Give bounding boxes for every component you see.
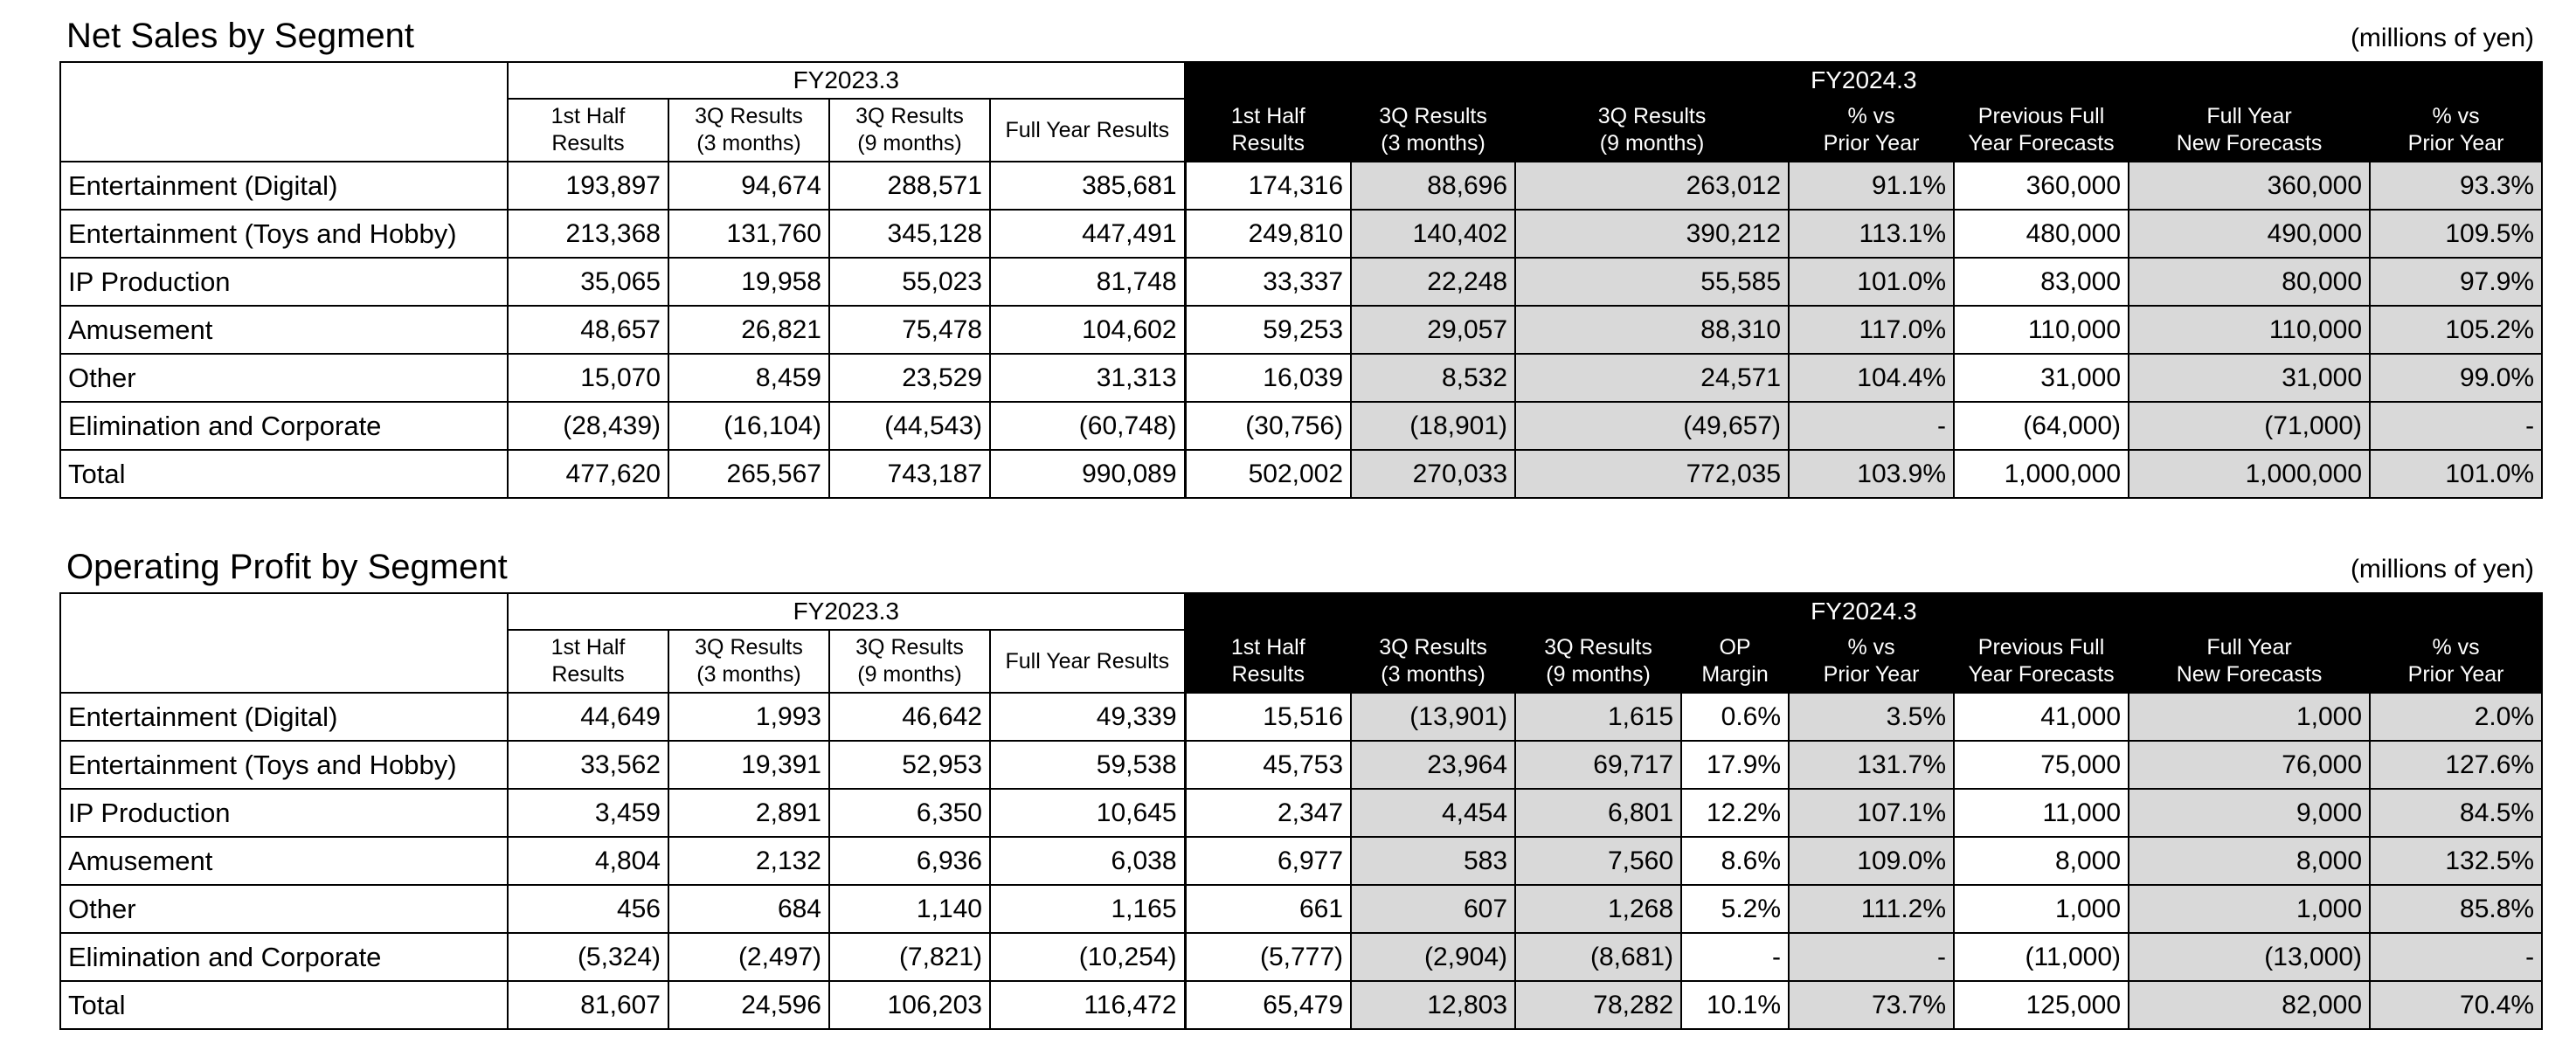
fy2024-value-cell: - [1789, 933, 1954, 981]
fy2024-value-cell: (64,000) [1954, 402, 2129, 450]
fy2024-value-cell: 1,000 [2129, 693, 2370, 741]
fy2024-value-cell: 29,057 [1351, 306, 1515, 354]
fy2024-value-cell: 88,696 [1351, 162, 1515, 210]
fy2023-value-cell: 193,897 [508, 162, 668, 210]
fy2024-value-cell: 65,479 [1185, 981, 1351, 1029]
fy2024-value-cell: 125,000 [1954, 981, 2129, 1029]
fy2023-value-cell: 10,645 [990, 789, 1185, 837]
fy2023-value-cell: 75,478 [829, 306, 990, 354]
fy2024-value-cell: 502,002 [1185, 450, 1351, 498]
fy2023-value-cell: 684 [668, 885, 829, 933]
fy2024-value-cell: 270,033 [1351, 450, 1515, 498]
fy2023-value-cell: (2,497) [668, 933, 829, 981]
net-sales-table [59, 61, 2543, 499]
row-label: Total [60, 981, 508, 1029]
operating-profit-unit: (millions of yen) [2350, 555, 2534, 584]
operating-profit-section [59, 543, 2541, 1030]
fy2023-header: FY2023.3 [508, 62, 1185, 99]
fy2024-value-cell: 111.2% [1789, 885, 1954, 933]
fy2024-value-cell: 22,248 [1351, 258, 1515, 306]
column-header: % vs Prior Year [1789, 99, 1954, 162]
fy2024-value-cell: 1,000,000 [2129, 450, 2370, 498]
fy2023-value-cell: 447,491 [990, 210, 1185, 258]
fy2024-value-cell: 1,268 [1515, 885, 1681, 933]
row-label: Entertainment (Toys and Hobby) [60, 741, 508, 789]
column-header: OP Margin [1681, 630, 1789, 693]
fy2024-value-cell: 1,615 [1515, 693, 1681, 741]
table-row [60, 210, 2542, 258]
fy2023-value-cell: 26,821 [668, 306, 829, 354]
table-row [60, 306, 2542, 354]
fy2023-value-cell: (28,439) [508, 402, 668, 450]
row-label: IP Production [60, 789, 508, 837]
fy2024-value-cell: 84.5% [2370, 789, 2542, 837]
row-label: Entertainment (Digital) [60, 162, 508, 210]
fy2023-value-cell: 131,760 [668, 210, 829, 258]
fy2024-value-cell: 103.9% [1789, 450, 1954, 498]
fy2024-value-cell: 110,000 [2129, 306, 2370, 354]
fy2023-value-cell: 15,070 [508, 354, 668, 402]
fy2023-value-cell: 743,187 [829, 450, 990, 498]
table-row [60, 450, 2542, 498]
header-group-row [60, 62, 2542, 99]
fy2024-value-cell: 104.4% [1789, 354, 1954, 402]
fy2024-value-cell: (11,000) [1954, 933, 2129, 981]
fy2024-value-cell: 661 [1185, 885, 1351, 933]
fy2024-value-cell: 6,977 [1185, 837, 1351, 885]
fy2024-value-cell: 59,253 [1185, 306, 1351, 354]
fy2023-value-cell: (60,748) [990, 402, 1185, 450]
row-label: Elimination and Corporate [60, 402, 508, 450]
fy2024-value-cell: 3.5% [1789, 693, 1954, 741]
fy2024-value-cell: 41,000 [1954, 693, 2129, 741]
fy2023-value-cell: 23,529 [829, 354, 990, 402]
row-label: IP Production [60, 258, 508, 306]
fy2024-value-cell: 8,000 [2129, 837, 2370, 885]
fy2024-value-cell: 88,310 [1515, 306, 1789, 354]
fy2023-value-cell: 35,065 [508, 258, 668, 306]
corner-cell [60, 62, 508, 162]
column-header: 3Q Results (9 months) [1515, 630, 1681, 693]
column-header: Full Year Results [990, 99, 1185, 162]
fy2023-value-cell: 48,657 [508, 306, 668, 354]
column-header: % vs Prior Year [2370, 630, 2542, 693]
fy2023-value-cell: 19,391 [668, 741, 829, 789]
fy2024-value-cell: (13,000) [2129, 933, 2370, 981]
fy2024-value-cell: 127.6% [2370, 741, 2542, 789]
fy2024-header: FY2024.3 [1185, 62, 2542, 99]
fy2023-value-cell: 2,891 [668, 789, 829, 837]
table-row [60, 258, 2542, 306]
fy2024-value-cell: 390,212 [1515, 210, 1789, 258]
fy2024-value-cell: 360,000 [2129, 162, 2370, 210]
column-header: 1st Half Results [508, 630, 668, 693]
fy2023-value-cell: 55,023 [829, 258, 990, 306]
fy2024-value-cell: 70.4% [2370, 981, 2542, 1029]
fy2024-value-cell: 131.7% [1789, 741, 1954, 789]
table-row [60, 981, 2542, 1029]
fy2024-value-cell: 97.9% [2370, 258, 2542, 306]
row-label: Total [60, 450, 508, 498]
row-label: Entertainment (Toys and Hobby) [60, 210, 508, 258]
fy2023-value-cell: 456 [508, 885, 668, 933]
fy2023-value-cell: 213,368 [508, 210, 668, 258]
fy2024-value-cell: 24,571 [1515, 354, 1789, 402]
fy2024-value-cell: 5.2% [1681, 885, 1789, 933]
fy2023-value-cell: 2,132 [668, 837, 829, 885]
fy2024-value-cell: 249,810 [1185, 210, 1351, 258]
fy2023-value-cell: 385,681 [990, 162, 1185, 210]
fy2024-value-cell: (13,901) [1351, 693, 1515, 741]
fy2024-value-cell: 490,000 [2129, 210, 2370, 258]
fy2024-value-cell: 117.0% [1789, 306, 1954, 354]
fy2023-value-cell: (16,104) [668, 402, 829, 450]
column-header: 1st Half Results [1185, 99, 1351, 162]
column-header: Previous Full Year Forecasts [1954, 99, 2129, 162]
fy2023-value-cell: 44,649 [508, 693, 668, 741]
fy2023-value-cell: (44,543) [829, 402, 990, 450]
table-row [60, 741, 2542, 789]
fy2023-value-cell: 33,562 [508, 741, 668, 789]
fy2024-value-cell: (5,777) [1185, 933, 1351, 981]
fy2024-value-cell: 9,000 [2129, 789, 2370, 837]
column-header: 3Q Results (3 months) [668, 99, 829, 162]
fy2024-value-cell: 76,000 [2129, 741, 2370, 789]
fy2023-value-cell: 19,958 [668, 258, 829, 306]
operating-profit-title: Operating Profit by Segment [66, 548, 508, 586]
fy2023-header: FY2023.3 [508, 593, 1185, 630]
column-header: Previous Full Year Forecasts [1954, 630, 2129, 693]
fy2024-value-cell: 101.0% [1789, 258, 1954, 306]
fy2024-value-cell: 1,000 [1954, 885, 2129, 933]
row-label: Other [60, 354, 508, 402]
fy2024-value-cell: 91.1% [1789, 162, 1954, 210]
column-header: Full Year New Forecasts [2129, 630, 2370, 693]
fy2023-value-cell: 990,089 [990, 450, 1185, 498]
fy2023-value-cell: 31,313 [990, 354, 1185, 402]
net-sales-section [59, 12, 2541, 499]
fy2024-value-cell: - [2370, 402, 2542, 450]
operating-profit-table [59, 592, 2543, 1030]
fy2023-value-cell: 24,596 [668, 981, 829, 1029]
fy2024-value-cell: 11,000 [1954, 789, 2129, 837]
column-header: % vs Prior Year [2370, 99, 2542, 162]
fy2024-value-cell: 263,012 [1515, 162, 1789, 210]
fy2024-value-cell: 360,000 [1954, 162, 2129, 210]
fy2024-value-cell: 1,000,000 [1954, 450, 2129, 498]
column-header: 3Q Results (3 months) [668, 630, 829, 693]
fy2023-value-cell: (10,254) [990, 933, 1185, 981]
fy2024-value-cell: 12.2% [1681, 789, 1789, 837]
fy2024-value-cell: 10.1% [1681, 981, 1789, 1029]
fy2024-value-cell: - [2370, 933, 2542, 981]
fy2024-value-cell: 31,000 [2129, 354, 2370, 402]
table-row [60, 693, 2542, 741]
fy2024-value-cell: 73.7% [1789, 981, 1954, 1029]
table-row [60, 789, 2542, 837]
column-header: Full Year Results [990, 630, 1185, 693]
fy2023-value-cell: 81,607 [508, 981, 668, 1029]
fy2023-value-cell: 6,350 [829, 789, 990, 837]
fy2023-value-cell: (7,821) [829, 933, 990, 981]
fy2024-value-cell: (49,657) [1515, 402, 1789, 450]
corner-cell [60, 593, 508, 693]
fy2024-value-cell: 23,964 [1351, 741, 1515, 789]
fy2024-value-cell: 45,753 [1185, 741, 1351, 789]
table-row [60, 162, 2542, 210]
fy2024-value-cell: 4,454 [1351, 789, 1515, 837]
row-label: Amusement [60, 306, 508, 354]
fy2024-value-cell: 69,717 [1515, 741, 1681, 789]
fy2024-value-cell: 7,560 [1515, 837, 1681, 885]
fy2023-value-cell: 6,038 [990, 837, 1185, 885]
fy2024-value-cell: (30,756) [1185, 402, 1351, 450]
fy2024-value-cell: 0.6% [1681, 693, 1789, 741]
column-header: 1st Half Results [508, 99, 668, 162]
fy2024-value-cell: 583 [1351, 837, 1515, 885]
fy2023-value-cell: 104,602 [990, 306, 1185, 354]
fy2023-value-cell: 94,674 [668, 162, 829, 210]
fy2023-value-cell: 116,472 [990, 981, 1185, 1029]
fy2023-value-cell: 477,620 [508, 450, 668, 498]
table-row [60, 885, 2542, 933]
fy2024-header: FY2024.3 [1185, 593, 2542, 630]
fy2024-value-cell: 772,035 [1515, 450, 1789, 498]
fy2024-value-cell: 15,516 [1185, 693, 1351, 741]
fy2024-value-cell: 55,585 [1515, 258, 1789, 306]
column-header: Full Year New Forecasts [2129, 99, 2370, 162]
table-row [60, 933, 2542, 981]
fy2024-value-cell: 105.2% [2370, 306, 2542, 354]
fy2023-value-cell: 106,203 [829, 981, 990, 1029]
column-header: 3Q Results (9 months) [829, 630, 990, 693]
table-row [60, 402, 2542, 450]
fy2024-value-cell: (18,901) [1351, 402, 1515, 450]
fy2023-value-cell: 345,128 [829, 210, 990, 258]
fy2024-value-cell: 101.0% [2370, 450, 2542, 498]
fy2024-value-cell: 78,282 [1515, 981, 1681, 1029]
fy2024-value-cell: 140,402 [1351, 210, 1515, 258]
fy2024-value-cell: 2,347 [1185, 789, 1351, 837]
fy2024-value-cell: 8,532 [1351, 354, 1515, 402]
fy2024-value-cell: 2.0% [2370, 693, 2542, 741]
fy2023-value-cell: 6,936 [829, 837, 990, 885]
column-header: 3Q Results (9 months) [829, 99, 990, 162]
fy2024-value-cell: 607 [1351, 885, 1515, 933]
fy2024-value-cell: 132.5% [2370, 837, 2542, 885]
fy2023-value-cell: 265,567 [668, 450, 829, 498]
column-header: % vs Prior Year [1789, 630, 1954, 693]
column-header: 3Q Results (3 months) [1351, 630, 1515, 693]
fy2024-value-cell: 8.6% [1681, 837, 1789, 885]
fy2024-value-cell: (2,904) [1351, 933, 1515, 981]
fy2024-value-cell: 107.1% [1789, 789, 1954, 837]
row-label: Elimination and Corporate [60, 933, 508, 981]
net-sales-unit: (millions of yen) [2350, 24, 2534, 52]
fy2023-value-cell: 52,953 [829, 741, 990, 789]
fy2024-value-cell: 80,000 [2129, 258, 2370, 306]
fy2024-value-cell: 110,000 [1954, 306, 2129, 354]
column-header: 3Q Results (9 months) [1515, 99, 1789, 162]
fy2024-value-cell: 113.1% [1789, 210, 1954, 258]
fy2024-value-cell: 99.0% [2370, 354, 2542, 402]
fy2023-value-cell: 49,339 [990, 693, 1185, 741]
fy2024-value-cell: 17.9% [1681, 741, 1789, 789]
fy2023-value-cell: 4,804 [508, 837, 668, 885]
fy2023-value-cell: 288,571 [829, 162, 990, 210]
column-header: 1st Half Results [1185, 630, 1351, 693]
fy2023-value-cell: 1,993 [668, 693, 829, 741]
fy2024-value-cell: 83,000 [1954, 258, 2129, 306]
net-sales-title: Net Sales by Segment [66, 17, 414, 55]
table-row [60, 837, 2542, 885]
fy2023-value-cell: 59,538 [990, 741, 1185, 789]
fy2024-value-cell: 480,000 [1954, 210, 2129, 258]
fy2024-value-cell: 75,000 [1954, 741, 2129, 789]
fy2024-value-cell: 109.5% [2370, 210, 2542, 258]
fy2024-value-cell: 82,000 [2129, 981, 2370, 1029]
fy2024-value-cell: (71,000) [2129, 402, 2370, 450]
row-label: Amusement [60, 837, 508, 885]
fy2024-value-cell: 174,316 [1185, 162, 1351, 210]
fy2023-value-cell: 8,459 [668, 354, 829, 402]
fy2023-value-cell: 81,748 [990, 258, 1185, 306]
fy2023-value-cell: 46,642 [829, 693, 990, 741]
fy2024-value-cell: - [1789, 402, 1954, 450]
row-label: Entertainment (Digital) [60, 693, 508, 741]
row-label: Other [60, 885, 508, 933]
fy2023-value-cell: 1,140 [829, 885, 990, 933]
fy2024-value-cell: 6,801 [1515, 789, 1681, 837]
fy2024-value-cell: (8,681) [1515, 933, 1681, 981]
fy2024-value-cell: 16,039 [1185, 354, 1351, 402]
fy2024-value-cell: 31,000 [1954, 354, 2129, 402]
header-group-row [60, 593, 2542, 630]
fy2024-value-cell: 93.3% [2370, 162, 2542, 210]
fy2024-value-cell: 1,000 [2129, 885, 2370, 933]
fy2024-value-cell: 85.8% [2370, 885, 2542, 933]
fy2024-value-cell: - [1681, 933, 1789, 981]
fy2023-value-cell: 3,459 [508, 789, 668, 837]
fy2024-value-cell: 8,000 [1954, 837, 2129, 885]
fy2024-value-cell: 12,803 [1351, 981, 1515, 1029]
column-header: 3Q Results (3 months) [1351, 99, 1515, 162]
fy2023-value-cell: 1,165 [990, 885, 1185, 933]
table-row [60, 354, 2542, 402]
fy2023-value-cell: (5,324) [508, 933, 668, 981]
fy2024-value-cell: 109.0% [1789, 837, 1954, 885]
fy2024-value-cell: 33,337 [1185, 258, 1351, 306]
